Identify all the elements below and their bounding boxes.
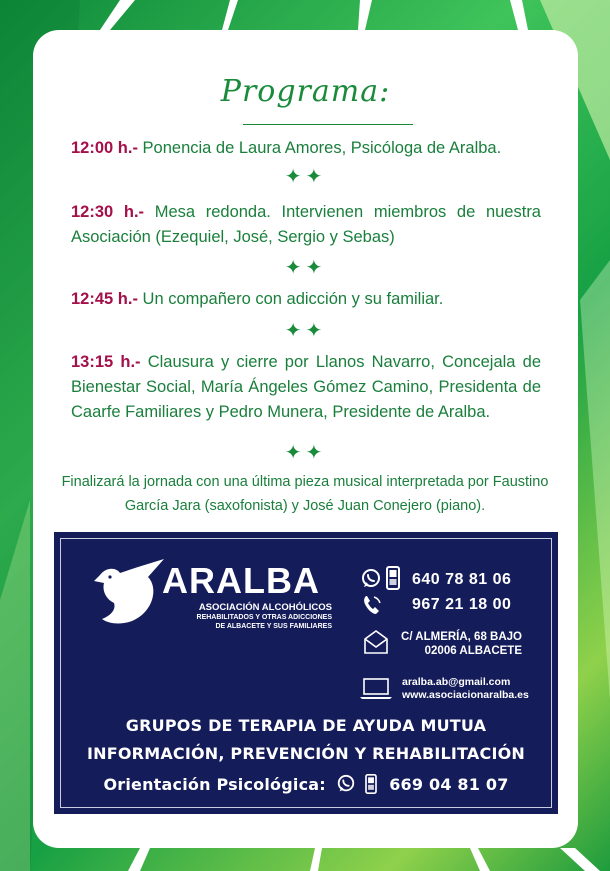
mobile-phone-icon — [386, 566, 400, 590]
org-subtitle-2: REHABILITADOS Y OTRAS ADICCIONES — [196, 614, 332, 621]
program-item-1 — [71, 136, 541, 161]
address — [392, 630, 522, 658]
contact-online — [402, 676, 529, 702]
program-item-2 — [71, 200, 541, 250]
orientation-line — [54, 774, 558, 794]
program-title: Programa: — [220, 74, 391, 109]
email-address: aralba.ab@gmail.com — [402, 676, 511, 688]
laptop-icon — [359, 678, 393, 700]
org-subtitle-3: DE ALBACETE Y SUS FAMILIARES — [215, 623, 332, 630]
closing-note: Finalizará la jornada con una última pieza musical interpretada por Faustino García Jara (saxofonista) y José Juan Conejero (piano). — [61, 474, 549, 514]
item-time: 13:15 h.- — [71, 353, 141, 371]
item-text: Clausura y cierre por Llanos Navarro, Concejala de Bienestar Social, María Ángeles Gómez Camino, Presidenta de Caarfe Familiares y Pedro Munera, Presidente de Aralba. — [71, 353, 541, 421]
tagline-line-1: GRUPOS DE TERAPIA DE AYUDA MUTUA — [125, 716, 487, 735]
envelope-icon — [363, 629, 389, 655]
item-text: Un compañero con adicción y su familiar. — [137, 290, 444, 308]
item-text: Ponencia de Laura Amores, Psicóloga de Aralba. — [137, 139, 502, 157]
star-separator: ✦✦ — [284, 318, 327, 342]
website-url: www.asociacionaralba.es — [402, 689, 529, 701]
landline-phone-number: 967 21 18 00 — [412, 596, 512, 613]
item-time: 12:00 h.- — [71, 139, 138, 157]
org-subtitle — [172, 602, 332, 631]
star-separator: ✦✦ — [284, 164, 327, 188]
dove-logo-icon — [92, 557, 172, 629]
address-line-2: 02006 ALBACETE — [424, 645, 522, 657]
whatsapp-icon — [360, 568, 382, 590]
program-item-4 — [71, 350, 541, 425]
star-separator: ✦✦ — [284, 255, 327, 279]
mobile-phone-number: 640 78 81 06 — [412, 571, 512, 588]
phone-icon — [362, 594, 382, 616]
program-item-3 — [71, 287, 541, 312]
address-line-1: C/ ALMERÍA, 68 BAJO — [401, 631, 522, 643]
item-time: 12:30 h.- — [71, 203, 145, 221]
mobile-phone-icon — [365, 774, 377, 794]
tagline-line-2: INFORMACIÓN, PREVENCIÓN Y REHABILITACIÓN — [87, 744, 525, 763]
title-underline — [243, 124, 413, 125]
orientation-label: Orientación Psicológica: — [103, 775, 326, 794]
item-text: Mesa redonda. Intervienen miembros de nuestra Asociación (Ezequiel, José, Sergio y Sebas) — [71, 203, 541, 246]
aralba-info-box — [54, 532, 558, 814]
whatsapp-icon — [336, 774, 356, 794]
org-name: ARALBA — [162, 560, 320, 601]
org-subtitle-1: ASOCIACIÓN ALCOHÓLICOS — [198, 602, 332, 613]
item-time: 12:45 h.- — [71, 290, 138, 308]
orientation-phone: 669 04 81 07 — [389, 775, 509, 794]
program-card — [33, 30, 578, 848]
star-separator: ✦✦ — [284, 440, 327, 464]
